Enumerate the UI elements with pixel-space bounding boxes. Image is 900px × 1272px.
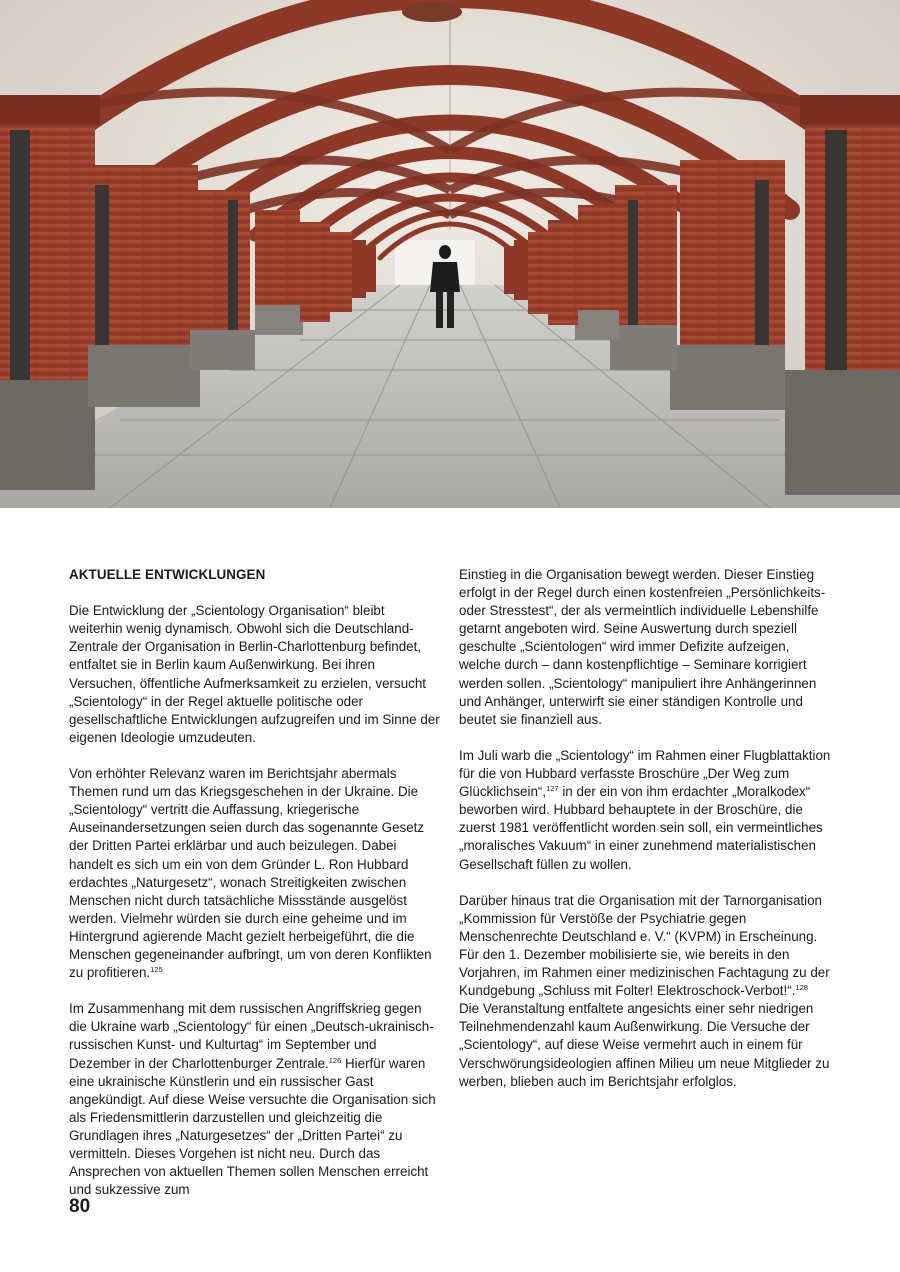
footnote-ref: 125 xyxy=(150,965,163,975)
paragraph xyxy=(69,1000,441,1199)
paragraph-text: Von erhöhter Relevanz waren im Berichtsjahr abermals Themen rund um das Kriegsgeschehen in der Ukraine. Die „Scientology“ vertritt die Auffassung, kriegerische Auseinandersetzungen seien durch das sogenannte Gesetz der Dritten Partei erklärbar und auch beizulegen. Dabei handelt es sich um ein von dem Gründer L. Ron Hubbard erdachtes „Naturgesetz“, wonach Streitigkeiten zwischen Menschen nicht durch tatsächliche Missstände ausgelöst werden. Vielmehr würden sie durch eine geheime und im Hintergrund agierende Macht gezielt herbeigeführt, die die Menschen gegeneinander aufbringt, um von deren Konflikten zu profitieren. xyxy=(69,766,432,981)
paragraph-text: Hierfür waren eine ukrainische Künstlerin und ein russischer Gast angekündigt. Auf diese Weise versuchte die Organisation sich als Friedensmittlerin darzustellen und gleichzeitig die Grundlagen ihres „Naturgesetzes“ der „Dritten Partei“ zu vermitteln. Dieses Vorgehen ist nicht neu. Durch das Ansprechen von aktuellen Themen sollen Menschen erreicht und sukzessive zum xyxy=(69,1055,436,1198)
hero-photo-arcade xyxy=(0,0,900,508)
section-heading: AKTUELLE ENTWICKLUNGEN xyxy=(69,567,266,582)
footnote-ref: 126 xyxy=(328,1055,342,1065)
paragraph xyxy=(459,892,831,1091)
paragraph: Die Entwicklung der „Scientology Organisation“ bleibt weiterhin wenig dynamisch. Obwohl sich die Deutschland-Zentrale der Organisation in Berlin-Charlottenburg befindet, entfaltet sie in Berlin kaum Außenwirkung. Bei ihren Versuchen, öffentliche Aufmerksamkeit zu erzielen, versucht „Scientology“ in der Regel aktuelle politische oder gesellschaftliche Entwicklungen aufzugreifen und im Sinne der eigenen Ideologie umzudeuten. xyxy=(69,603,440,745)
paragraph-text: Im Zusammenhang mit dem russischen Angriffskrieg gegen die Ukraine warb „Scientology“ für einen „Deutsch-ukrainisch-russischen Kunst- und Kulturtag“ im September und Dezember in der Charlottenburger Zentrale. xyxy=(69,1001,434,1071)
paragraph: Einstieg in die Organisation bewegt werden. Dieser Einstieg erfolgt in der Regel durch einen kostenfreien „Persönlichkeits- oder Stresstest“, der als vermeintlich individuelle Lebenshilfe getarnt angeboten wird. Seine Auswertung durch speziell geschulte „Scientologen“ wird immer Defizite aufzeigen, welche durch – dann kostenpflichtige – Seminare korrigiert werden sollen. „Scientology“ manipuliert ihre Anhängerinnen und Anhänger, unterwirft sie einer ständigen Kontrolle und beutet sie finanziell aus. xyxy=(459,567,826,727)
text-column-right xyxy=(459,566,831,1091)
paragraph-text: Im Juli warb die „Scientology“ im Rahmen einer Flugblattaktion für die von Hubbard verfasste Broschüre „Der Weg zum Glücklichsein“, xyxy=(459,747,831,800)
page-number: 80 xyxy=(69,1196,91,1217)
paragraph xyxy=(69,765,441,982)
text-column-left xyxy=(69,566,441,1199)
paragraph-text: Darüber hinaus trat die Organisation mit der Tarnorganisation „Kommission für Verstöße der Psychiatrie gegen Menschenrechte Deutschland e. V.“ (KVPM) in Erscheinung. Für den 1. Dezember mobilisierte sie, wie bereits in den Vorjahren, im Rahmen einer medizinischen Fachtagung zu der Kundgebung „Schluss mit Folter! Elektroschock-Verbot!“. xyxy=(459,892,830,999)
footnote-ref: 127 xyxy=(546,784,559,794)
paragraph xyxy=(459,747,831,874)
paragraph-text: in der ein von ihm erdachter „Moralkodex“ beworben wird. Hubbard behauptete in der Broschüre, die zuerst 1981 veröffentlicht worden sein soll, ein vermeintliches „moralisches Vakuum“ in einer zunehmend materialistischen Gesellschaft füllen zu wollen. xyxy=(459,784,823,872)
paragraph-text: Die Veranstaltung entfaltete angesichts einer sehr niedrigen Teilnehmendenzahl kaum Außenwirkung. Die Versuche der „Scientology“, auf diese Weise vermehrt auch in einem für Verschwörungsideologien affinen Milieu um neue Mitglieder zu werben, blieben auch im Berichtsjahr erfolglos. xyxy=(459,1001,830,1089)
arcade-illustration xyxy=(0,0,900,508)
footnote-ref: 128 xyxy=(795,983,808,993)
